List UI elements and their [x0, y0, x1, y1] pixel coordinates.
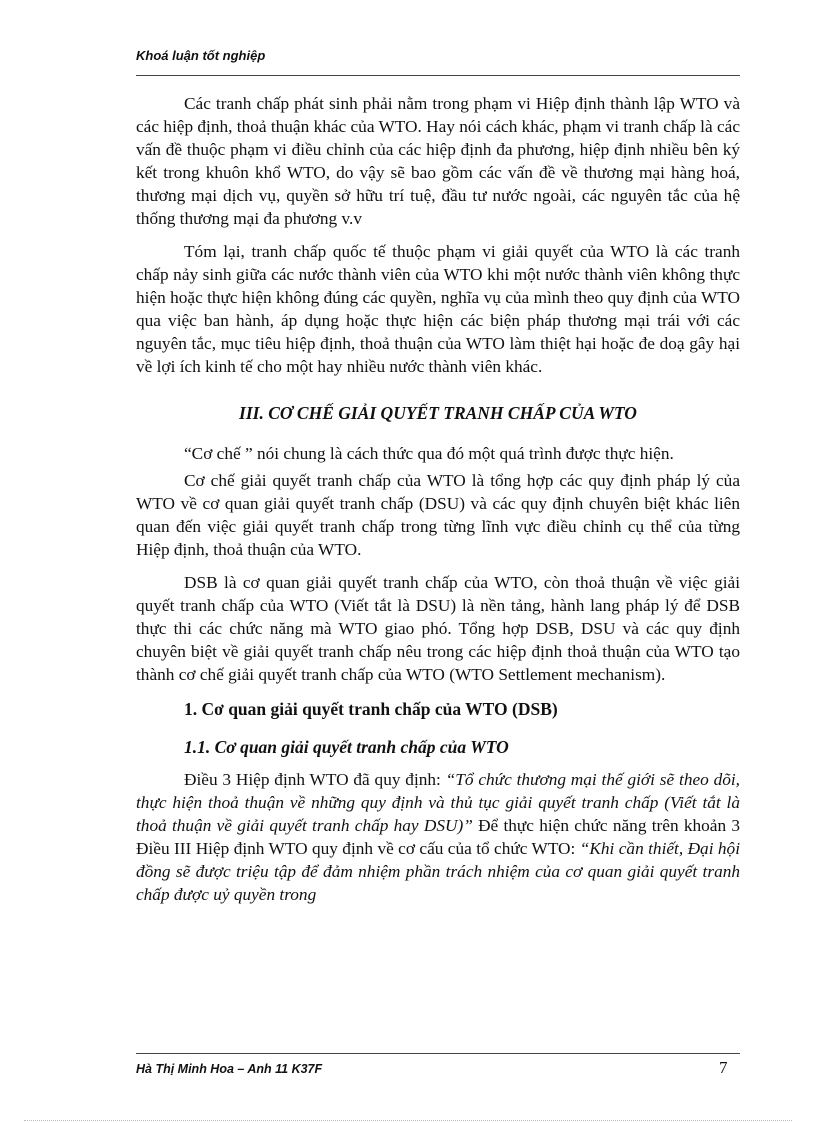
- footer-author: Hà Thị Minh Hoa – Anh 11 K37F: [136, 1062, 323, 1076]
- paragraph-dsb-dsu: DSB là cơ quan giải quyết tranh chấp của WTO, còn thoả thuận về việc giải quyết tranh chấp của WTO (Viết tắt là DSU) là nền tảng, hành lang pháp lý để DSB thực thi các chức năng mà WTO giao phó. Tổng hợp DSB, DSU và các quy định chuyên biệt về giải quyết tranh chấp nêu trong các hiệp định thoả thuận của WTO tạo thành cơ chế giải quyết tranh chấp của WTO (WTO Settlement mechanism).: [136, 573, 740, 684]
- section-heading-iii: III. CƠ CHẾ GIẢI QUYẾT TRANH CHẤP CỦA WTO: [239, 403, 637, 423]
- paragraph-summary: Tóm lại, tranh chấp quốc tế thuộc phạm vi giải quyết của WTO là các tranh chấp nảy sinh giữa các nước thành viên của WTO khi một nước thành viên không thực hiện hoặc thực hiện không đúng các quyền, nghĩa vụ của mình theo quy định của WTO qua việc ban hành, áp dụng hoặc thực hiện các biện pháp thương mại trái với các nguyên tắc, mục tiêu hiệp định, thoả thuận của WTO làm thiệt hại hoặc đe doạ gây hại về lợi ích kinh tế cho một hay nhiều nước thành viên khác.: [136, 242, 740, 376]
- paragraph-article-3: [136, 768, 740, 906]
- heading-dsb: 1. Cơ quan giải quyết tranh chấp của WTO (DSB): [184, 699, 558, 719]
- paragraph-mechanism-definition: “Cơ chế ” nói chung là cách thức qua đó một quá trình được thực hiện.: [184, 444, 674, 463]
- document-body: [136, 92, 740, 916]
- page-edge: [24, 1120, 792, 1121]
- article-3-middle: Để thực hiện chức năng trên khoản 3 Điều III Hiệp định WTO quy định về cơ cấu của tổ chức WTO:: [136, 816, 740, 858]
- article-3-quote-2: “Khi cần thiết, Đại hội đồng sẽ được triệu tập để đảm nhiệm phần trách nhiệm của cơ quan giải quyết tranh chấp được uỷ quyền trong: [136, 839, 740, 904]
- paragraph-mechanism-wto: Cơ chế giải quyết tranh chấp của WTO là tổng hợp các quy định pháp lý của WTO về cơ quan giải quyết tranh chấp (DSU) và các quy định chuyên biệt khác liên quan đến việc giải quyết tranh chấp trong từng lĩnh vực điều chỉnh cụ thể của từng Hiệp định, thoả thuận của WTO.: [136, 471, 740, 559]
- page-number: 7: [719, 1058, 728, 1077]
- header-rule: [136, 75, 740, 76]
- paragraph-dispute-scope: Các tranh chấp phát sinh phải nằm trong phạm vi Hiệp định thành lập WTO và các hiệp định, thoả thuận khác của WTO. Hay nói cách khác, phạm vi tranh chấp là các vấn đề thuộc phạm vi điều chỉnh của các hiệp định đa phương, hiệp định nhiều bên ký kết trong khuôn khổ WTO, do vậy sẽ bao gồm các vấn đề về thương mại hàng hoá, thương mại dịch vụ, quyền sở hữu trí tuệ, đầu tư nước ngoài, các nguyên tắc của hệ thống thương mại đa phương v.v: [136, 94, 740, 228]
- article-3-quote: “Tổ chức thương mại thế giới sẽ theo dõi, thực hiện thoả thuận về những quy định và thủ tục giải quyết tranh chấp (Viết tắt là thoả thuận về giải quyết tranh chấp hay DSU)”: [136, 770, 740, 835]
- article-3-lead: Điều 3 Hiệp định WTO đã quy định:: [184, 770, 446, 789]
- footer-rule: [136, 1053, 740, 1054]
- running-header: Khoá luận tốt nghiệp: [136, 48, 266, 63]
- subheading-dsb: 1.1. Cơ quan giải quyết tranh chấp của WTO: [184, 737, 509, 757]
